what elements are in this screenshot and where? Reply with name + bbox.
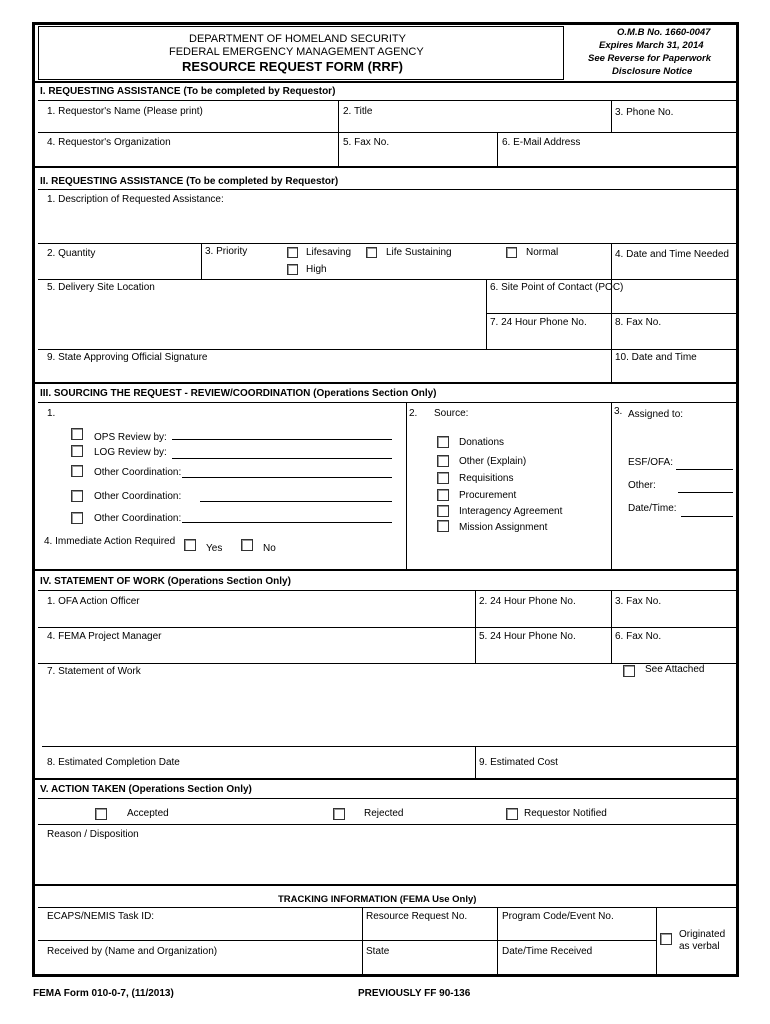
agency-name: FEDERAL EMERGENCY MANAGEMENT AGENCY [169, 46, 424, 58]
other-label: Other: [628, 480, 656, 491]
description-label: 1. Description of Requested Assistance: [47, 194, 224, 205]
log-review-line[interactable] [172, 458, 392, 459]
fema-pm-label: 4. FEMA Project Manager [47, 631, 162, 642]
date-received-label: Date/Time Received [502, 946, 593, 957]
lifesaving-checkbox[interactable] [287, 247, 298, 258]
ops-review-checkbox[interactable] [71, 428, 83, 440]
date-time-line[interactable] [681, 516, 733, 517]
date-time-assigned-label: Date/Time: [628, 503, 677, 514]
other-coord-1-label: Other Coordination: [94, 467, 182, 478]
source-procurement-checkbox[interactable] [437, 489, 449, 501]
normal-checkbox[interactable] [506, 247, 517, 258]
other-coord-2-label: Other Coordination: [94, 491, 182, 502]
previously-note: PREVIOUSLY FF 90-136 [358, 988, 471, 999]
log-review-label: LOG Review by: [94, 447, 167, 458]
priority-label: 3. Priority [205, 246, 248, 257]
source-other-checkbox[interactable] [437, 455, 449, 467]
high-label: High [306, 264, 327, 275]
sow-label: 7. Statement of Work [47, 666, 141, 677]
omb-number: O.M.B No. 1660-0047 [617, 27, 711, 38]
high-checkbox[interactable] [287, 264, 298, 275]
section-5-title: V. ACTION TAKEN (Operations Section Only) [40, 784, 252, 795]
reason-label: Reason / Disposition [47, 829, 139, 840]
immediate-no-checkbox[interactable] [241, 539, 253, 551]
form-title: RESOURCE REQUEST FORM (RRF) [182, 59, 403, 74]
tracking-title: TRACKING INFORMATION (FEMA Use Only) [278, 894, 477, 905]
source-procurement-label: Procurement [459, 490, 517, 501]
delivery-site-label: 5. Delivery Site Location [47, 282, 155, 293]
completion-date-label: 8. Estimated Completion Date [47, 757, 180, 768]
ofa-officer-label: 1. OFA Action Officer [47, 596, 140, 607]
as-verbal-label: as verbal [679, 941, 720, 952]
see-attached-checkbox[interactable] [623, 665, 635, 677]
accepted-label: Accepted [127, 808, 169, 819]
fax-b-label: 6. Fax No. [615, 631, 662, 642]
source-interagency-checkbox[interactable] [437, 505, 449, 517]
accepted-checkbox[interactable] [95, 808, 107, 820]
email-label: 6. E-Mail Address [502, 137, 581, 148]
rejected-label: Rejected [364, 808, 404, 819]
state-label: State [366, 946, 390, 957]
life-sustaining-checkbox[interactable] [366, 247, 377, 258]
rejected-checkbox[interactable] [333, 808, 345, 820]
section-4-title: IV. STATEMENT OF WORK (Operations Section Only) [40, 576, 291, 587]
source-interagency-label: Interagency Agreement [459, 506, 563, 517]
other-coord-2-checkbox[interactable] [71, 490, 83, 502]
other-coord-3-checkbox[interactable] [71, 512, 83, 524]
see-reverse-note: See Reverse for Paperwork [588, 53, 712, 64]
ops-review-label: OPS Review by: [94, 432, 167, 443]
lifesaving-label: Lifesaving [306, 247, 352, 258]
other-coord-2-line[interactable] [200, 501, 392, 502]
col3-number: 3. [614, 406, 623, 417]
source-donations-label: Donations [459, 437, 505, 448]
source-requisitions-checkbox[interactable] [437, 472, 449, 484]
col1-number: 1. [47, 408, 56, 419]
immediate-yes-label: Yes [206, 543, 223, 554]
immediate-action-label: 4. Immediate Action Required [44, 536, 176, 547]
normal-label: Normal [526, 247, 559, 258]
source-mission-checkbox[interactable] [437, 520, 449, 532]
source-requisitions-label: Requisitions [459, 473, 514, 484]
disclosure-note: Disclosure Notice [612, 66, 693, 77]
section-3-title: III. SOURCING THE REQUEST - REVIEW/COORDINATION (Operations Section Only) [40, 388, 437, 399]
phone-24hr-label: 7. 24 Hour Phone No. [490, 317, 587, 328]
originated-verbal-checkbox[interactable] [660, 933, 672, 945]
organization-label: 4. Requestor's Organization [47, 137, 171, 148]
source-other-label: Other (Explain) [459, 456, 527, 467]
fax-8-label: 8. Fax No. [615, 317, 662, 328]
source-mission-label: Mission Assignment [459, 522, 548, 533]
form-number: FEMA Form 010-0-7, (11/2013) [33, 988, 174, 999]
fax-label: 5. Fax No. [343, 137, 390, 148]
title-label: 2. Title [343, 106, 373, 117]
other-coord-3-label: Other Coordination: [94, 513, 182, 524]
phone-label: 3. Phone No. [615, 107, 674, 118]
estimated-cost-label: 9. Estimated Cost [479, 757, 558, 768]
quantity-label: 2. Quantity [47, 248, 96, 259]
received-by-label: Received by (Name and Organization) [47, 946, 218, 957]
phone-24hr-a-label: 2. 24 Hour Phone No. [479, 596, 576, 607]
see-attached-label: See Attached [645, 664, 705, 675]
program-code-label: Program Code/Event No. [502, 911, 614, 922]
col2-number: 2. [409, 408, 418, 419]
date-time-label: 10. Date and Time [615, 352, 697, 363]
date-needed-label: 4. Date and Time Needed [615, 249, 729, 260]
poc-label: 6. Site Point of Contact (POC) [490, 282, 624, 293]
rr-number-label: Resource Request No. [366, 911, 468, 922]
fax-a-label: 3. Fax No. [615, 596, 662, 607]
other-coord-1-checkbox[interactable] [71, 465, 83, 477]
source-donations-checkbox[interactable] [437, 436, 449, 448]
section-1-title: I. REQUESTING ASSISTANCE (To be completed by Requestor) [40, 86, 336, 97]
dept-name: DEPARTMENT OF HOMELAND SECURITY [189, 33, 406, 45]
immediate-no-label: No [263, 543, 276, 554]
requestor-notified-label: Requestor Notified [524, 808, 607, 819]
ecaps-label: ECAPS/NEMIS Task ID: [47, 911, 155, 922]
ops-review-line[interactable] [172, 439, 392, 440]
source-label: Source: [434, 408, 469, 419]
other-coord-1-line[interactable] [182, 477, 392, 478]
esf-ofa-line[interactable] [676, 469, 733, 470]
other-coord-3-line[interactable] [182, 522, 392, 523]
signature-label: 9. State Approving Official Signature [47, 352, 208, 363]
requestor-name-label: 1. Requestor's Name (Please print) [47, 106, 203, 117]
phone-24hr-b-label: 5. 24 Hour Phone No. [479, 631, 576, 642]
log-review-checkbox[interactable] [71, 445, 83, 457]
immediate-yes-checkbox[interactable] [184, 539, 196, 551]
other-line[interactable] [678, 492, 733, 493]
expires-date: Expires March 31, 2014 [599, 40, 704, 51]
section-2-title: II. REQUESTING ASSISTANCE (To be completed by Requestor) [40, 176, 339, 187]
originated-label: Originated [679, 929, 726, 940]
requestor-notified-checkbox[interactable] [506, 808, 518, 820]
life-sustaining-label: Life Sustaining [386, 247, 452, 258]
esf-ofa-label: ESF/OFA: [628, 457, 674, 468]
assigned-label: Assigned to: [628, 409, 684, 420]
